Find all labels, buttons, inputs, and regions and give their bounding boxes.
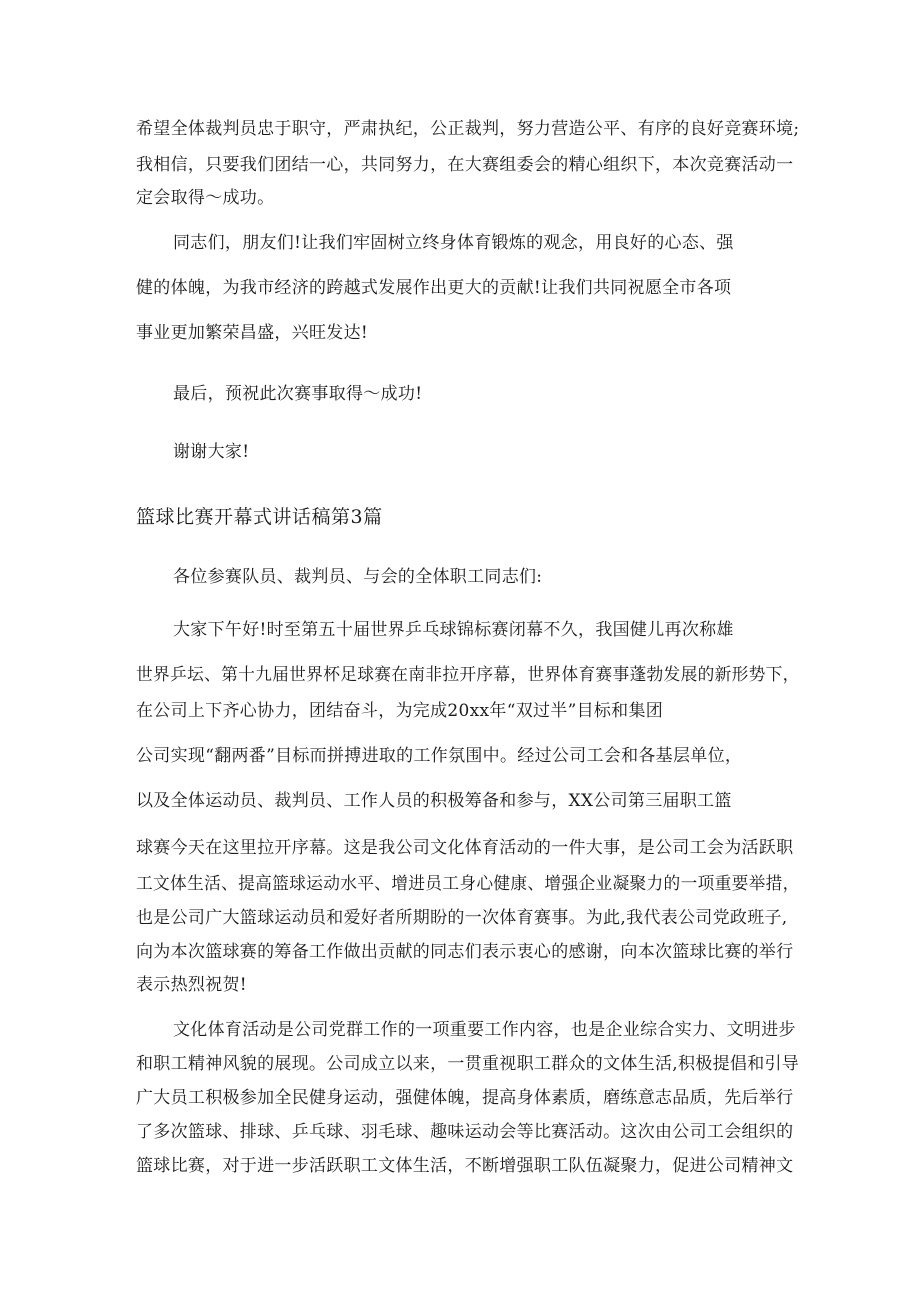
paragraph-line: 我相信，只要我们团结一心，共同努力，在大赛组委会的精心组织下，本次竞赛活动一 bbox=[136, 155, 794, 175]
paragraph-line: 和职工精神风貌的展现。公司成立以来，一贯重视职工群众的文体生活,积极提倡和引导 bbox=[136, 1054, 800, 1074]
section-heading: 篮球比赛开幕式讲话稿第3篇 bbox=[136, 506, 383, 528]
paragraph-line: 最后，预祝此次赛事取得～成功! bbox=[173, 384, 423, 404]
paragraph-line: 定会取得～成功。 bbox=[136, 188, 275, 208]
paragraph-line: 各位参赛队员、裁判员、与会的全体职工同志们: bbox=[173, 567, 543, 587]
paragraph-line: 谢谢大家! bbox=[173, 442, 250, 462]
paragraph-line: 健的体魄，为我市经济的跨越式发展作出更大的贡献!让我们共同祝愿全市各项 bbox=[136, 278, 732, 298]
paragraph-line: 大家下午好!时至第五十届世界乒乓球锦标赛闭幕不久，我国健儿再次称雄 bbox=[173, 620, 734, 640]
paragraph-line: 世界乒坛、第十九届世界杯足球赛在南非拉开序幕，世界体育赛事蓬勃发展的新形势下， bbox=[136, 665, 800, 685]
paragraph-line: 以及全体运动员、裁判员、工作人员的积极筹备和参与，XX公司第三届职工篮 bbox=[136, 791, 732, 811]
paragraph-line: 广大员工积极参加全民健身运动，强健体魄，提高身体素质，磨练意志品质，先后举行 bbox=[136, 1088, 794, 1108]
paragraph-line: 文化体育活动是公司党群工作的一项重要工作内容，也是企业综合实力、文明进步 bbox=[173, 1020, 796, 1040]
paragraph-line: 表示热烈祝贺! bbox=[136, 975, 247, 995]
paragraph-line: 同志们，朋友们!让我们牢固树立终身体育锻炼的观念，用良好的心态、强 bbox=[173, 233, 734, 253]
paragraph-line: 公司实现“翻两番”目标而拼搏进取的工作氛围中。经过公司工会和各基层单位， bbox=[136, 746, 743, 766]
paragraph-line: 希望全体裁判员忠于职守，严肃执纪，公正裁判，努力营造公平、有序的良好竞赛环境; bbox=[136, 119, 800, 139]
paragraph-line: 事业更加繁荣昌盛，兴旺发达! bbox=[136, 323, 369, 343]
paragraph-line: 也是公司广大篮球运动员和爱好者所期盼的一次体育赛事。为此,我代表公司党政班子, bbox=[136, 908, 788, 928]
paragraph-line: 工文体生活、提高篮球运动水平、增进员工身心健康、增强企业凝聚力的一项重要举措， bbox=[136, 874, 800, 894]
paragraph-line: 球赛今天在这里拉开序幕。这是我公司文化体育活动的一件大事，是公司工会为活跃职 bbox=[136, 838, 794, 858]
paragraph-line: 在公司上下齐心协力，团结奋斗，为完成20xx年“双过半”目标和集团 bbox=[136, 701, 664, 721]
paragraph-line: 篮球比赛，对于进一步活跃职工文体生活，不断增强职工队伍凝聚力，促进公司精神文 bbox=[136, 1156, 794, 1176]
paragraph-line: 了多次篮球、排球、乒乓球、羽毛球、趣味运动会等比赛活动。这次由公司工会组织的 bbox=[136, 1122, 794, 1142]
paragraph-line: 向为本次篮球赛的筹备工作做出贡献的同志们表示衷心的感谢，向本次篮球比赛的举行 bbox=[136, 942, 794, 962]
